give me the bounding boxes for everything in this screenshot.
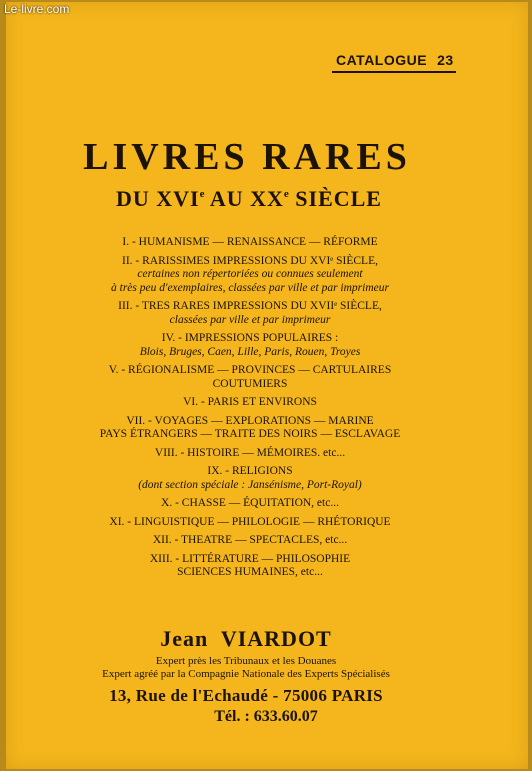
toc-line: (dont section spéciale : Jansénisme, Port-Royal) [138, 478, 362, 491]
toc-line: classées par ville et par imprimeur [169, 313, 331, 326]
table-of-contents [56, 236, 444, 585]
toc-line: PAYS ÉTRANGERS — TRAITE DES NOIRS — ESCLAVAGE [99, 428, 401, 440]
address: 13, Rue de l'Echaudé - 75006 PARIS [109, 686, 383, 705]
subtitle-sup-2: e [283, 188, 289, 200]
toc-line: à très peu d'exemplaires, classées par ville et par imprimeur [111, 281, 389, 294]
toc-line: VIII. - HISTOIRE — MÉMOIRES. etc... [154, 446, 346, 459]
catalogue-number: 23 [437, 52, 454, 68]
toc-section [56, 332, 444, 359]
toc-line: IX. - RELIGIONS [207, 465, 293, 477]
toc-section [56, 364, 444, 391]
toc-section [56, 553, 444, 580]
credentials-line-1: Expert près les Tribunaux et les Douanes [155, 655, 337, 667]
toc-section [56, 415, 444, 442]
toc-line: VI. - PARIS ET ENVIRONS [183, 396, 317, 408]
toc-section [56, 236, 444, 250]
subtitle-au: AU XX [209, 186, 284, 211]
toc-section [56, 465, 444, 492]
toc-line: COUTUMIERS [212, 377, 288, 390]
catalogue-cover [6, 2, 528, 769]
toc-line: XI. - LINGUISTIQUE — PHILOLOGIE — RHÉTORIQUE [109, 515, 391, 528]
watermark: Le-livre.com [4, 2, 70, 16]
toc-line: Blois, Bruges, Caen, Lille, Paris, Rouen, Troyes [139, 345, 361, 358]
toc-section [56, 300, 444, 327]
catalogue-label: CATALOGUE [336, 52, 428, 68]
toc-line: XII. - THEATRE — SPECTACLES, etc... [152, 534, 348, 546]
subtitle-du: DU XVI [116, 186, 200, 211]
toc-line: SCIENCES HUMAINES, etc... [177, 566, 323, 578]
subtitle-siecle: SIÈCLE [295, 186, 382, 211]
toc-section [56, 255, 444, 296]
toc-section [56, 396, 444, 410]
toc-line: V. - RÉGIONALISME — PROVINCES — CARTULAIRES [108, 364, 392, 376]
toc-line: XIII. - LITTÉRATURE — PHILOSOPHIE [149, 552, 351, 565]
toc-line: certaines non répertoriées ou connues seulement [137, 268, 363, 280]
toc-line: VII. - VOYAGES — EXPLORATIONS — MARINE [126, 414, 374, 427]
author-name: Jean VIARDOT [160, 626, 332, 651]
toc-line: I. - HUMANISME — RENAISSANCE — RÉFORME [122, 236, 378, 248]
toc-section [56, 447, 444, 461]
toc-line: IV. - IMPRESSIONS POPULAIRES : [161, 332, 339, 344]
catalogue-number-label [332, 52, 456, 73]
page-title: LIVRES RARES [83, 136, 411, 178]
toc-section [56, 516, 444, 530]
toc-line: III. - TRES RARES IMPRESSIONS DU XVIIᵉ SIÈCLE, [118, 300, 382, 312]
credentials-line-2: Expert agréé par la Compagnie Nationale des Experts Spécialisés [102, 668, 390, 680]
toc-section [56, 534, 444, 548]
toc-line: X. - CHASSE — ÉQUITATION, etc... [161, 497, 339, 509]
telephone: Tél. : 633.60.07 [214, 708, 318, 725]
toc-line: II. - RARISSIMES IMPRESSIONS DU XVIᵉ SIÈCLE, [122, 254, 378, 267]
subtitle [6, 186, 492, 212]
toc-section [56, 497, 444, 511]
subtitle-sup-1: e [199, 188, 205, 200]
publisher-footer [6, 626, 486, 726]
